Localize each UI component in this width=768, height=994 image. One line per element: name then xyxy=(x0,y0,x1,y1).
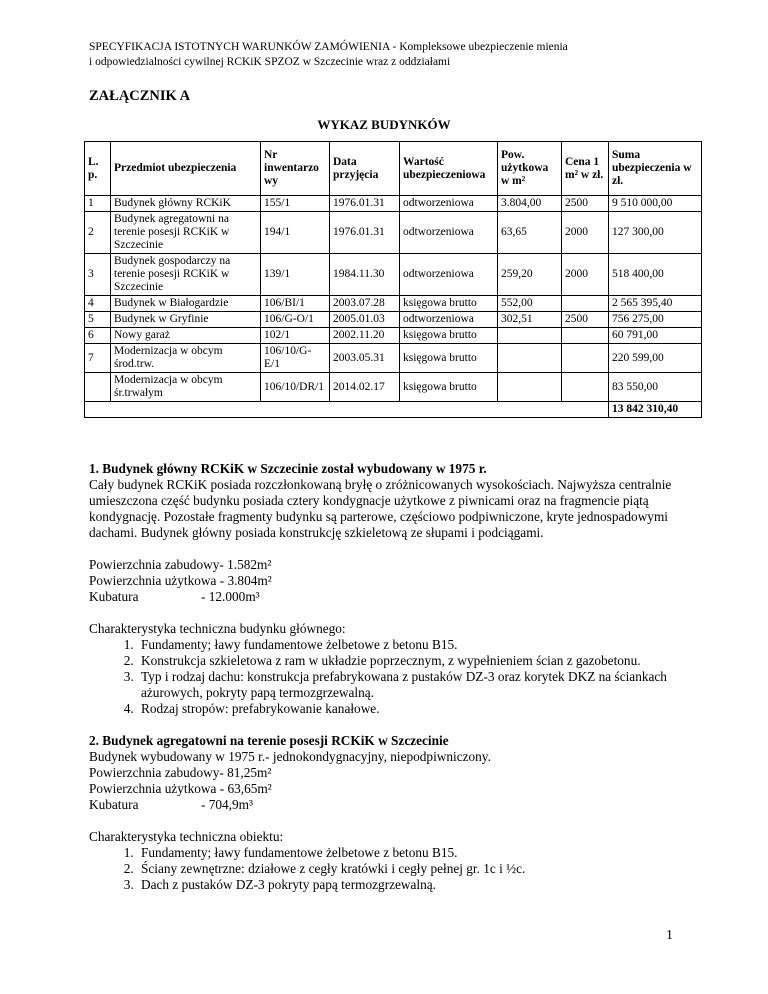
cell-area xyxy=(498,344,562,373)
cell-date: 1976.01.31 xyxy=(330,212,400,254)
cell-lp: 5 xyxy=(85,312,111,328)
table-row xyxy=(85,312,702,328)
cubature-value: - 704,9m³ xyxy=(201,797,253,812)
section-2-cubature xyxy=(89,797,694,813)
section-1-usable-area: Powierzchnia użytkowa - 3.804m² xyxy=(89,573,272,588)
cell-date: 2003.05.31 xyxy=(330,344,400,373)
cell-price xyxy=(562,373,609,402)
cell-value: księgowa brutto xyxy=(400,344,498,373)
cell-sum: 60 791,00 xyxy=(609,328,702,344)
table-header-row xyxy=(85,142,702,196)
section-2-usable-area: Powierzchnia użytkowa - 63,65m² xyxy=(89,781,272,796)
cell-price: 2000 xyxy=(562,254,609,296)
cell-lp: 3 xyxy=(85,254,111,296)
list-item: 2. Konstrukcja szkieletowa z ram w układzie poprzecznym, z wypełnieniem ścian z gazobetonu. xyxy=(137,653,694,669)
total-spacer xyxy=(85,402,609,418)
cell-date: 1984.11.30 xyxy=(330,254,400,296)
total-row xyxy=(85,402,702,418)
cell-subject: Budynek gospodarczy na terenie posesji RCKiK w Szczecinie xyxy=(111,254,261,296)
list-item: 2. Ściany zewnętrzne: działowe z cegły kratówki i cegły pełnej gr. 1c i ½c. xyxy=(137,861,694,877)
cell-subject: Budynek w Białogardzie xyxy=(111,296,261,312)
header-value: Wartość ubezpieczeniowa xyxy=(400,142,498,196)
cell-area xyxy=(498,328,562,344)
cell-date: 2005.01.03 xyxy=(330,312,400,328)
page-number: 1 xyxy=(666,928,673,943)
cell-sum: 518 400,00 xyxy=(609,254,702,296)
cell-inventory: 139/1 xyxy=(261,254,330,296)
cell-subject: Modernizacja w obcym śr.trwałym xyxy=(111,373,261,402)
header-area: Pow. użytkowa w m² xyxy=(498,142,562,196)
cubature-label: Kubatura xyxy=(89,589,139,604)
cell-lp: 7 xyxy=(85,344,111,373)
section-2-built-area: Powierzchnia zabudowy- 81,25m² xyxy=(89,765,272,780)
cell-value: księgowa brutto xyxy=(400,328,498,344)
cell-inventory: 194/1 xyxy=(261,212,330,254)
cell-lp: 2 xyxy=(85,212,111,254)
list-title: WYKAZ BUDYNKÓW xyxy=(317,117,451,132)
section-2-line-1: Budynek wybudowany w 1975 r.- jednokondygnacyjny, niepodpiwniczony. xyxy=(89,749,491,764)
section-1-cubature xyxy=(89,589,694,605)
table-row xyxy=(85,373,702,402)
cell-inventory: 106/BI/1 xyxy=(261,296,330,312)
cell-value: odtworzeniowa xyxy=(400,254,498,296)
list-item: 3. Dach z pustaków DZ-3 pokryty papą termozgrzewalną. xyxy=(137,877,694,893)
cell-subject: Budynek w Gryfinie xyxy=(111,312,261,328)
cell-price: 2500 xyxy=(562,312,609,328)
cell-value: odtworzeniowa xyxy=(400,212,498,254)
cell-lp xyxy=(85,373,111,402)
cell-value: odtworzeniowa xyxy=(400,196,498,212)
cell-subject: Budynek główny RCKiK xyxy=(111,196,261,212)
cell-inventory: 106/10/G-E/1 xyxy=(261,344,330,373)
cell-sum: 2 565 395,40 xyxy=(609,296,702,312)
header-subject: Przedmiot ubezpieczenia xyxy=(111,142,261,196)
cell-value: księgowa brutto xyxy=(400,296,498,312)
cell-price: 2500 xyxy=(562,196,609,212)
cell-date: 2003.07.28 xyxy=(330,296,400,312)
table-row xyxy=(85,328,702,344)
section-1-body: Cały budynek RCKiK posiada rozczłonkowaną bryłę o zróżnicowanych wysokościach. Najwyższa centralnie umieszczona część budynku posiada cztery kondygnacje użytkowe z piwnicami oraz na fragmencie piątą kondygnację. Pozostałe fragmenty budynku są parterowe, częściowo podpiwniczone, kryte jednospadowymi dachami. Budynek główny posiada konstrukcję szkieletową ze słupami i podciągami. xyxy=(89,477,672,540)
annex-title: ZAŁĄCZNIK A xyxy=(89,88,191,104)
cell-date: 1976.01.31 xyxy=(330,196,400,212)
buildings-table xyxy=(84,141,702,418)
cell-sum: 127 300,00 xyxy=(609,212,702,254)
cubature-value: - 12.000m³ xyxy=(201,589,260,604)
cell-lp: 6 xyxy=(85,328,111,344)
cell-area: 3.804,00 xyxy=(498,196,562,212)
cell-lp: 4 xyxy=(85,296,111,312)
table-row xyxy=(85,296,702,312)
cell-price xyxy=(562,296,609,312)
section-1-built-area: Powierzchnia zabudowy- 1.582m² xyxy=(89,557,272,572)
page-header xyxy=(89,40,689,70)
cell-sum: 9 510 000,00 xyxy=(609,196,702,212)
document-body xyxy=(89,461,694,893)
cell-subject: Nowy garaż xyxy=(111,328,261,344)
cell-price xyxy=(562,328,609,344)
header-line-1: SPECYFIKACJA ISTOTNYCH WARUNKÓW ZAMÓWIENIA - Kompleksowe ubezpieczenie mienia xyxy=(89,41,568,53)
list-item: 3. Typ i rodzaj dachu: konstrukcja prefabrykowana z pustaków DZ-3 oraz korytek DKZ na ściankach ażurowych, pokryty papą termozgrzewalną. xyxy=(137,669,694,701)
cell-sum: 756 275,00 xyxy=(609,312,702,328)
header-inventory: Nr inwentarzo wy xyxy=(261,142,330,196)
total-sum: 13 842 310,40 xyxy=(609,402,702,418)
list-item: 1. Fundamenty; ławy fundamentowe żelbetowe z betonu B15. xyxy=(137,637,694,653)
cell-area: 63,65 xyxy=(498,212,562,254)
cell-price xyxy=(562,344,609,373)
header-price: Cena 1 m² w zł. xyxy=(562,142,609,196)
table-row xyxy=(85,212,702,254)
cell-value: księgowa brutto xyxy=(400,373,498,402)
cubature-label: Kubatura xyxy=(89,797,139,812)
header-lp: L. p. xyxy=(85,142,111,196)
cell-sum: 83 550,00 xyxy=(609,373,702,402)
cell-date: 2014.02.17 xyxy=(330,373,400,402)
cell-date: 2002.11.20 xyxy=(330,328,400,344)
cell-lp: 1 xyxy=(85,196,111,212)
section-2-title: 2. Budynek agregatowni na terenie posesji RCKiK w Szczecinie xyxy=(89,733,449,748)
section-2-char-title: Charakterystyka techniczna obiektu: xyxy=(89,829,284,844)
section-2-list xyxy=(89,845,694,893)
cell-inventory: 106/10/DR/1 xyxy=(261,373,330,402)
header-date: Data przyjęcia xyxy=(330,142,400,196)
cell-area: 302,51 xyxy=(498,312,562,328)
list-item: 1. Fundamenty; ławy fundamentowe żelbetowe z betonu B15. xyxy=(137,845,694,861)
section-1-list xyxy=(89,637,694,717)
cell-area: 552,00 xyxy=(498,296,562,312)
cell-inventory: 155/1 xyxy=(261,196,330,212)
cell-value: odtworzeniowa xyxy=(400,312,498,328)
section-1-title: 1. Budynek główny RCKiK w Szczecinie został wybudowany w 1975 r. xyxy=(89,461,487,476)
table-row xyxy=(85,254,702,296)
cell-area: 259,20 xyxy=(498,254,562,296)
table-row xyxy=(85,344,702,373)
section-1-char-title: Charakterystyka techniczna budynku głównego: xyxy=(89,621,346,636)
cell-sum: 220 599,00 xyxy=(609,344,702,373)
cell-subject: Budynek agregatowni na terenie posesji RCKiK w Szczecinie xyxy=(111,212,261,254)
header-sum: Suma ubezpieczenia w zł. xyxy=(609,142,702,196)
header-line-2: i odpowiedzialności cywilnej RCKiK SPZOZ w Szczecinie wraz z oddziałami xyxy=(89,56,451,68)
cell-price: 2000 xyxy=(562,212,609,254)
cell-inventory: 102/1 xyxy=(261,328,330,344)
cell-inventory: 106/G-O/1 xyxy=(261,312,330,328)
cell-area xyxy=(498,373,562,402)
list-item: 4. Rodzaj stropów: prefabrykowanie kanałowe. xyxy=(137,701,694,717)
cell-subject: Modernizacja w obcym środ.trw. xyxy=(111,344,261,373)
table-row xyxy=(85,196,702,212)
